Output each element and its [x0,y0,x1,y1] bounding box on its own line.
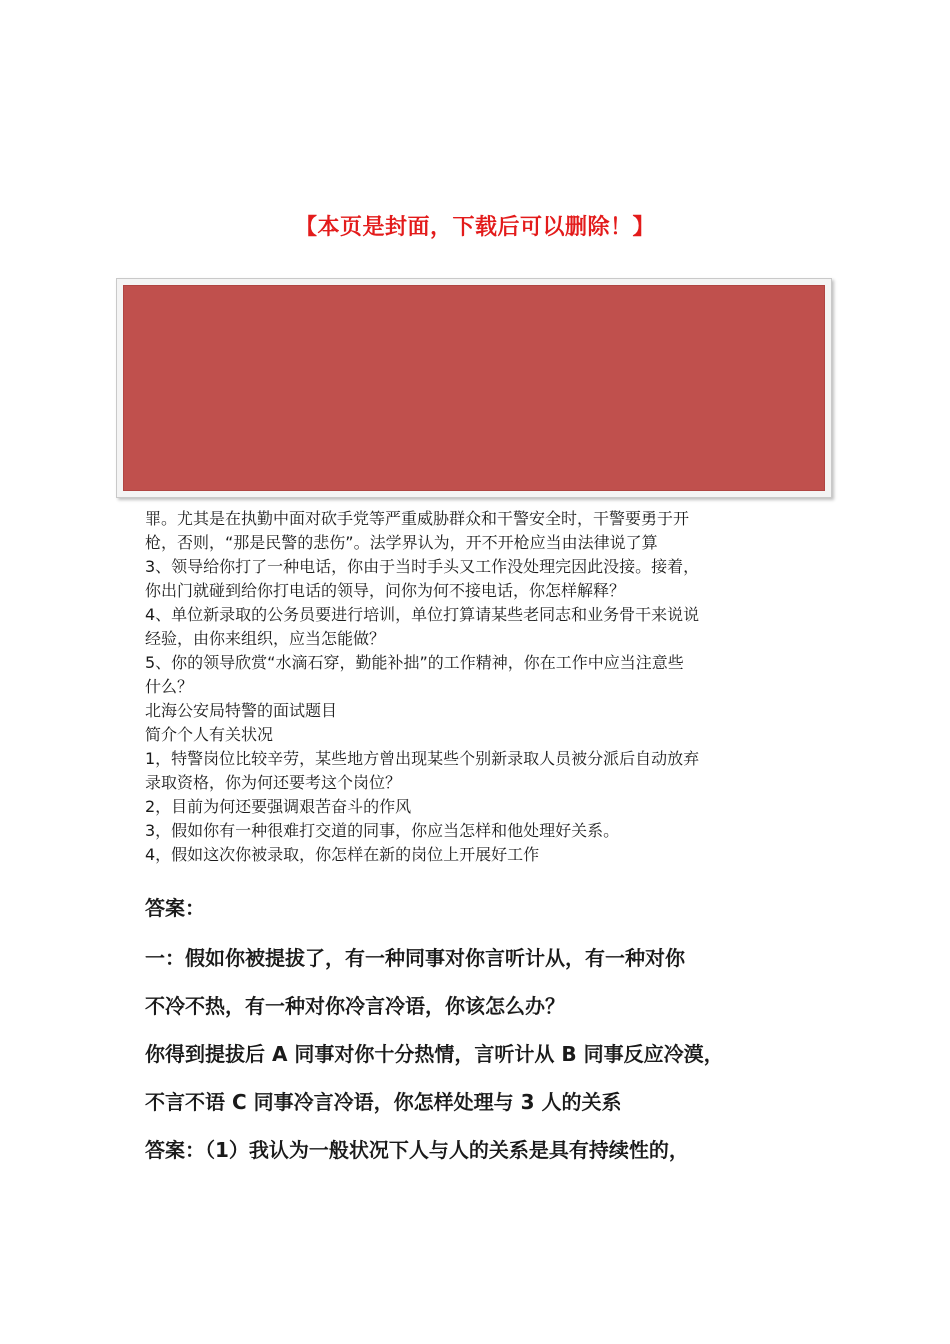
question-list [145,507,825,867]
answer-line: 一：假如你被提拔了，有一种同事对你言听计从，有一种对你 [145,946,685,970]
text-line: 简介个人有关状况 [145,725,274,744]
text-line: 2，目前为何还要强调艰苦奋斗的作风 [145,797,412,816]
text-line: 4、单位新录取的公务员要进行培训，单位打算请某些老同志和业务骨干来说说 [145,605,700,624]
answer-title: 答案： [145,896,205,920]
cover-image-frame [116,278,832,498]
text-line: 4，假如这次你被录取，你怎样在新的岗位上开展好工作 [145,845,540,864]
answer-line: 不言不语 C 同事冷言冷语，你怎样处理与 3 人的关系 [145,1090,622,1114]
text-line: 罪。尤其是在执勤中面对砍手党等严重威胁群众和干警安全时，干警要勇于开 [145,509,690,528]
text-line: 你出门就碰到给你打电话的领导，问你为何不接电话，你怎样解释？ [145,581,626,600]
text-line: 经验，由你来组织，应当怎能做？ [145,629,386,648]
text-line: 枪，否则，“那是民警的悲伤”。法学界认为，开不开枪应当由法律说了算 [145,533,658,552]
text-line: 3，假如你有一种很难打交道的同事，你应当怎样和他处理好关系。 [145,821,620,840]
answer-section [145,890,845,1178]
answer-line: 答案：（1）我认为一般状况下人与人的关系是具有持续性的， [145,1138,689,1162]
answer-line: 不冷不热，有一种对你冷言冷语，你该怎么办？ [145,994,565,1018]
cover-notice: 【本页是封面，下载后可以删除！】 [294,215,655,240]
cover-image-red-block [123,285,825,491]
text-line: 什么？ [145,677,194,696]
text-line: 3、领导给你打了一种电话，你由于当时手头又工作没处理完因此没接。接着， [145,557,700,576]
answer-line: 你得到提拔后 A 同事对你十分热情，言听计从 B 同事反应冷漠， [145,1042,724,1066]
text-line: 录取资格，你为何还要考这个岗位？ [145,773,402,792]
section-heading: 北海公安局特警的面试题目 [145,701,338,720]
text-line: 5、你的领导欣赏“水滴石穿，勤能补拙”的工作精神，你在工作中应当注意些 [145,653,684,672]
text-line: 1，特警岗位比较辛劳，某些地方曾出现某些个别新录取人员被分派后自动放弃 [145,749,700,768]
